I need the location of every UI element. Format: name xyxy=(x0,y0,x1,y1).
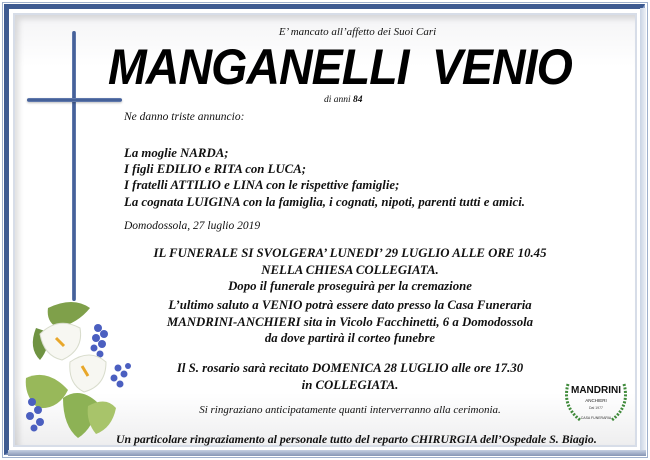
place-date: Domodossola, 27 luglio 2019 xyxy=(124,220,261,232)
cross-vertical-bar xyxy=(72,31,76,301)
funeral-line: IL FUNERALE SI SVOLGERA’ LUNEDI’ 29 LUGLIO ALLE ORE 10.45 xyxy=(153,246,547,260)
cross-horizontal-bar xyxy=(27,98,122,102)
announce-line: Ne danno triste annuncio: xyxy=(124,111,245,123)
family-line: I fratelli ATTILIO e LINA con le rispettive famiglie; xyxy=(124,178,400,193)
frame-right-edge xyxy=(640,8,646,454)
family-list xyxy=(124,145,525,210)
special-thanks-line: Un particolare ringraziamento al personale tutto del reparto CHIRURGIA dell’Ospedale S. Biagio. xyxy=(116,432,597,446)
age-line xyxy=(324,95,363,105)
farewell-line: MANDRINI-ANCHIERI sita in Vicolo Facchinetti, 6 a Domodossola xyxy=(166,314,534,329)
family-line: La cognata LUIGINA con la famiglia, i cognati, nipoti, parenti tutti e amici. xyxy=(124,194,525,209)
farewell-line: L’ultimo saluto a VENIO potrà essere dato presso la Casa Funeraria xyxy=(168,298,532,312)
funeral-info xyxy=(110,245,590,295)
funeral-line: NELLA CHIESA COLLEGIATA. xyxy=(261,262,439,277)
logo-name: MANDRINI xyxy=(571,385,621,396)
logo-caption: CASA FUNERARIA xyxy=(580,416,612,420)
logo-sub: ANCHIERI xyxy=(585,398,607,403)
family-line: La moglie NARDA; xyxy=(124,146,229,160)
rosary-line: Il S. rosario sarà recitato DOMENICA 28 LUGLIO alle ore 17.30 xyxy=(176,361,524,375)
thanks-line: Si ringraziano anticipatamente quanti interverranno alla cerimonia. xyxy=(199,404,501,416)
farewell-info xyxy=(110,297,590,347)
logo-est: Dal 1977 xyxy=(588,406,604,410)
calla-lily-bouquet-icon xyxy=(18,298,148,444)
age-prefix: di anni xyxy=(324,95,351,105)
rosary-line: in COLLEGIATA. xyxy=(301,377,399,392)
farewell-line: da dove partirà il corteo funebre xyxy=(264,331,436,345)
family-line: I figli EDILIO e RITA con LUCA; xyxy=(124,162,307,177)
age-value: 84 xyxy=(353,95,363,105)
rosary-info xyxy=(110,360,590,393)
funeral-line: Dopo il funerale proseguirà per la cremazione xyxy=(228,279,472,293)
laurel-wreath-logo-icon xyxy=(560,378,632,424)
deceased-name: MANGANELLI VENIO xyxy=(108,39,572,95)
frame-bottom-edge xyxy=(8,450,646,456)
intro-line: E’ mancato all’affetto dei Suoi Cari xyxy=(278,26,437,38)
